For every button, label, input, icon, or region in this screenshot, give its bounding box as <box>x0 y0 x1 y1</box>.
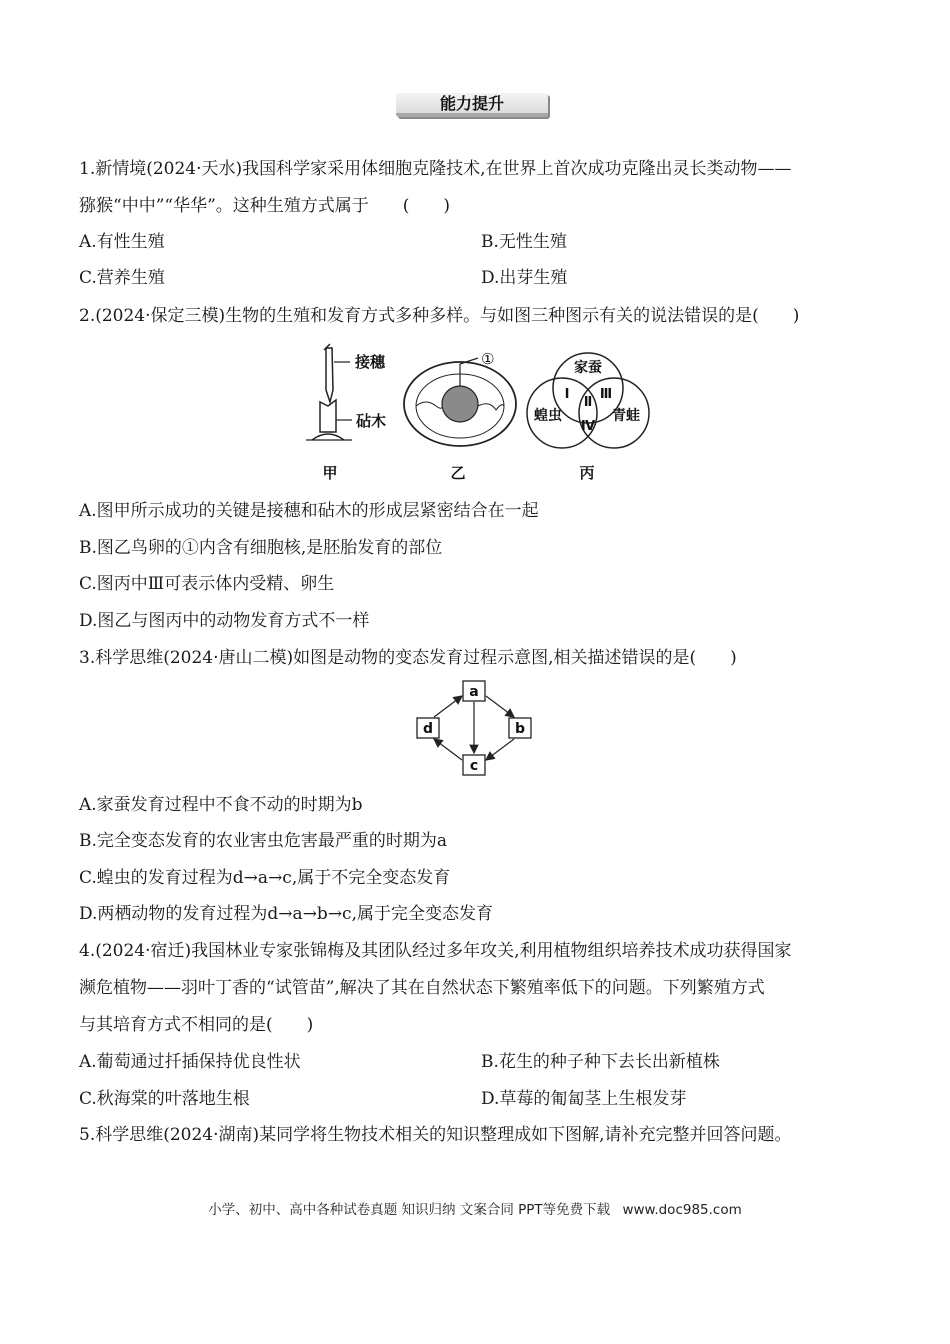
venn-frog: 青蛙 <box>612 408 640 424</box>
node-a: a <box>469 684 479 700</box>
arrow-d-a <box>434 696 462 717</box>
q4-stem-line3: 与其培育方式不相同的是( ) <box>79 1015 314 1035</box>
q3-option-a: A.家蚕发育过程中不食不动的时期为b <box>79 795 363 815</box>
q2-option-b: B.图乙鸟卵的①内含有细胞核,是胚胎发育的部位 <box>79 538 443 558</box>
q3-option-b: B.完全变态发育的农业害虫危害最严重的时期为a <box>79 831 448 851</box>
footer-text: 小学、初中、高中各种试卷真题 知识归纳 文案合同 PPT等免费下载 <box>208 1202 611 1218</box>
q1-stem-line1: 1.新情境(2024·天水)我国科学家采用体细胞克隆技术,在世界上首次成功克隆出灵长类动物—— <box>79 159 792 179</box>
venn-region-1: Ⅰ <box>564 387 570 402</box>
grafting-diagram <box>306 344 386 482</box>
q1-stem-line2: 猕猴“中中”“华华”。这种生殖方式属于 ( ) <box>79 196 451 216</box>
q2-figure <box>300 340 660 490</box>
section-banner <box>396 93 552 121</box>
q4-option-d: D.草莓的匍匐茎上生根发芽 <box>481 1089 687 1109</box>
venn-silkworm: 家蚕 <box>574 360 602 376</box>
venn-region-3: Ⅲ <box>599 387 613 402</box>
egg-marker-1: ① <box>481 350 495 368</box>
q5-stem: 5.科学思维(2024·湖南)某同学将生物技术相关的知识整理成如下图解,请补充完整并回答问题。 <box>79 1125 792 1145</box>
q2-option-c: C.图丙中Ⅲ可表示体内受精、卵生 <box>79 574 335 594</box>
footer-link[interactable]: www.doc985.com <box>622 1202 742 1218</box>
venn-region-2: Ⅱ <box>583 395 593 410</box>
q2-option-a: A.图甲所示成功的关键是接穗和砧木的形成层紧密结合在一起 <box>79 501 539 521</box>
q2-option-d: D.图乙与图丙中的动物发育方式不一样 <box>79 611 370 631</box>
venn-diagram <box>527 353 649 482</box>
q4-option-b: B.花生的种子种下去长出新植株 <box>481 1052 720 1072</box>
q4-option-c: C.秋海棠的叶落地生根 <box>79 1089 250 1109</box>
q2-stem: 2.(2024·保定三模)生物的生殖和发育方式多种多样。与如图三种图示有关的说法错误的是( ) <box>79 306 800 326</box>
venn-locust: 蝗虫 <box>534 408 562 424</box>
caption-bing: 丙 <box>579 464 595 482</box>
caption-jia: 甲 <box>322 464 338 482</box>
arrow-c-d <box>434 739 462 760</box>
q3-option-c: C.蝗虫的发育过程为d→a→c,属于不完全变态发育 <box>79 868 451 888</box>
stock-label: 砧木 <box>356 412 387 430</box>
arrow-a-b <box>486 696 514 717</box>
q3-metamorphosis-diagram <box>410 676 540 780</box>
page-footer <box>0 1198 950 1218</box>
q1-option-d: D.出芽生殖 <box>481 268 568 288</box>
node-c: c <box>469 758 479 774</box>
q4-stem-line1: 4.(2024·宿迁)我国林业专家张锦梅及其团队经过多年攻关,利用植物组织培养技术成功获得国家 <box>79 941 792 961</box>
node-d: d <box>422 721 434 737</box>
caption-yi: 乙 <box>450 464 466 482</box>
q4-stem-line2: 濒危植物——羽叶丁香的“试管苗”,解决了其在自然状态下繁殖率低下的问题。下列繁殖方式 <box>79 978 765 998</box>
q1-option-a: A.有性生殖 <box>79 232 165 252</box>
venn-region-4: Ⅳ <box>580 419 596 434</box>
scion-label: 接穗 <box>355 353 386 371</box>
q3-option-d: D.两栖动物的发育过程为d→a→b→c,属于完全变态发育 <box>79 904 493 924</box>
q1-option-c: C.营养生殖 <box>79 268 165 288</box>
node-b: b <box>514 721 526 737</box>
bird-egg-diagram <box>404 350 516 482</box>
section-title: 能力提升 <box>439 94 504 113</box>
arrow-b-c <box>486 739 514 760</box>
q4-option-a: A.葡萄通过扦插保持优良性状 <box>79 1052 301 1072</box>
q1-option-b: B.无性生殖 <box>481 232 567 252</box>
q3-stem: 3.科学思维(2024·唐山二模)如图是动物的变态发育过程示意图,相关描述错误的是( ) <box>79 648 737 668</box>
